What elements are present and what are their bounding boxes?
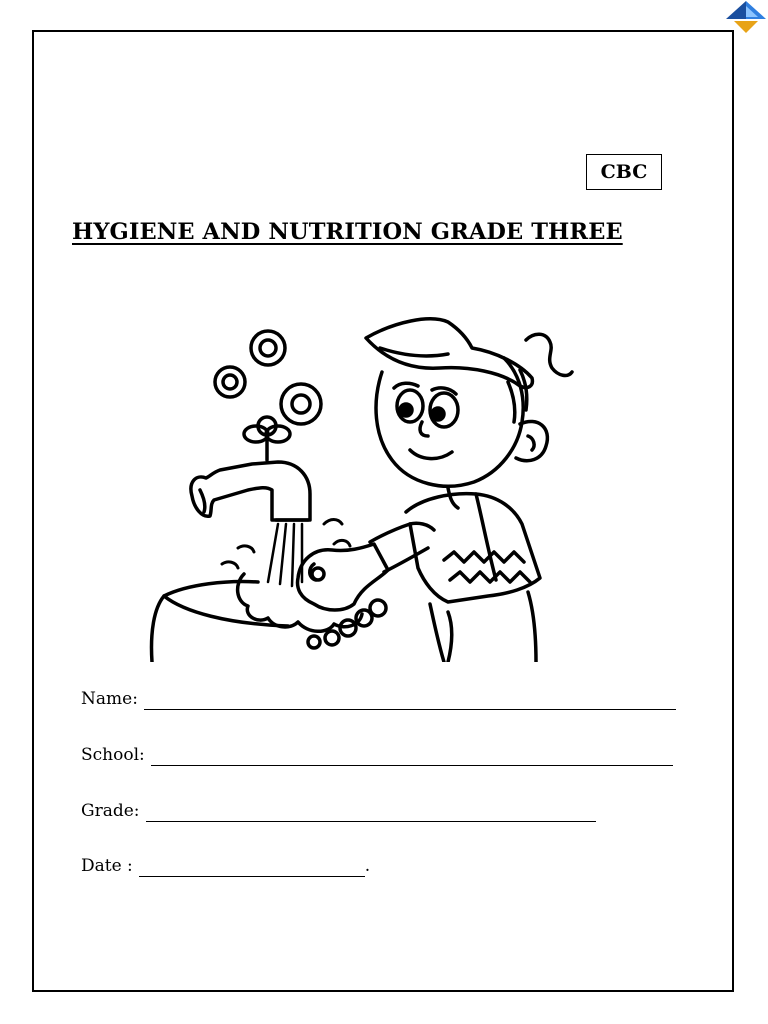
date-suffix: .	[364, 856, 371, 876]
grade-label: Grade:	[81, 801, 140, 821]
water-tap-icon	[191, 462, 310, 520]
date-input-line[interactable]	[139, 858, 365, 877]
arm-icon	[370, 524, 428, 572]
page-title: HYGIENE AND NUTRITION GRADE THREE	[72, 219, 623, 245]
grade-field	[81, 800, 596, 822]
handwashing-illustration	[148, 312, 580, 662]
name-input-line[interactable]	[144, 691, 676, 710]
soap-foam-icon	[238, 574, 386, 648]
boy-face-icon	[366, 319, 572, 508]
school-field	[81, 744, 673, 766]
grade-input-line[interactable]	[146, 803, 596, 822]
name-field	[81, 688, 676, 710]
school-input-line[interactable]	[151, 747, 673, 766]
tap-handle-icon	[244, 417, 290, 460]
date-label: Date :	[81, 856, 133, 876]
cbc-label: CBC	[600, 161, 648, 183]
bubble-icon	[251, 331, 285, 365]
date-field	[81, 855, 370, 877]
bubble-icon	[281, 384, 321, 424]
school-label: School:	[81, 745, 145, 765]
cbc-badge	[586, 154, 662, 190]
bubble-icon	[215, 367, 245, 397]
name-label: Name:	[81, 689, 138, 709]
